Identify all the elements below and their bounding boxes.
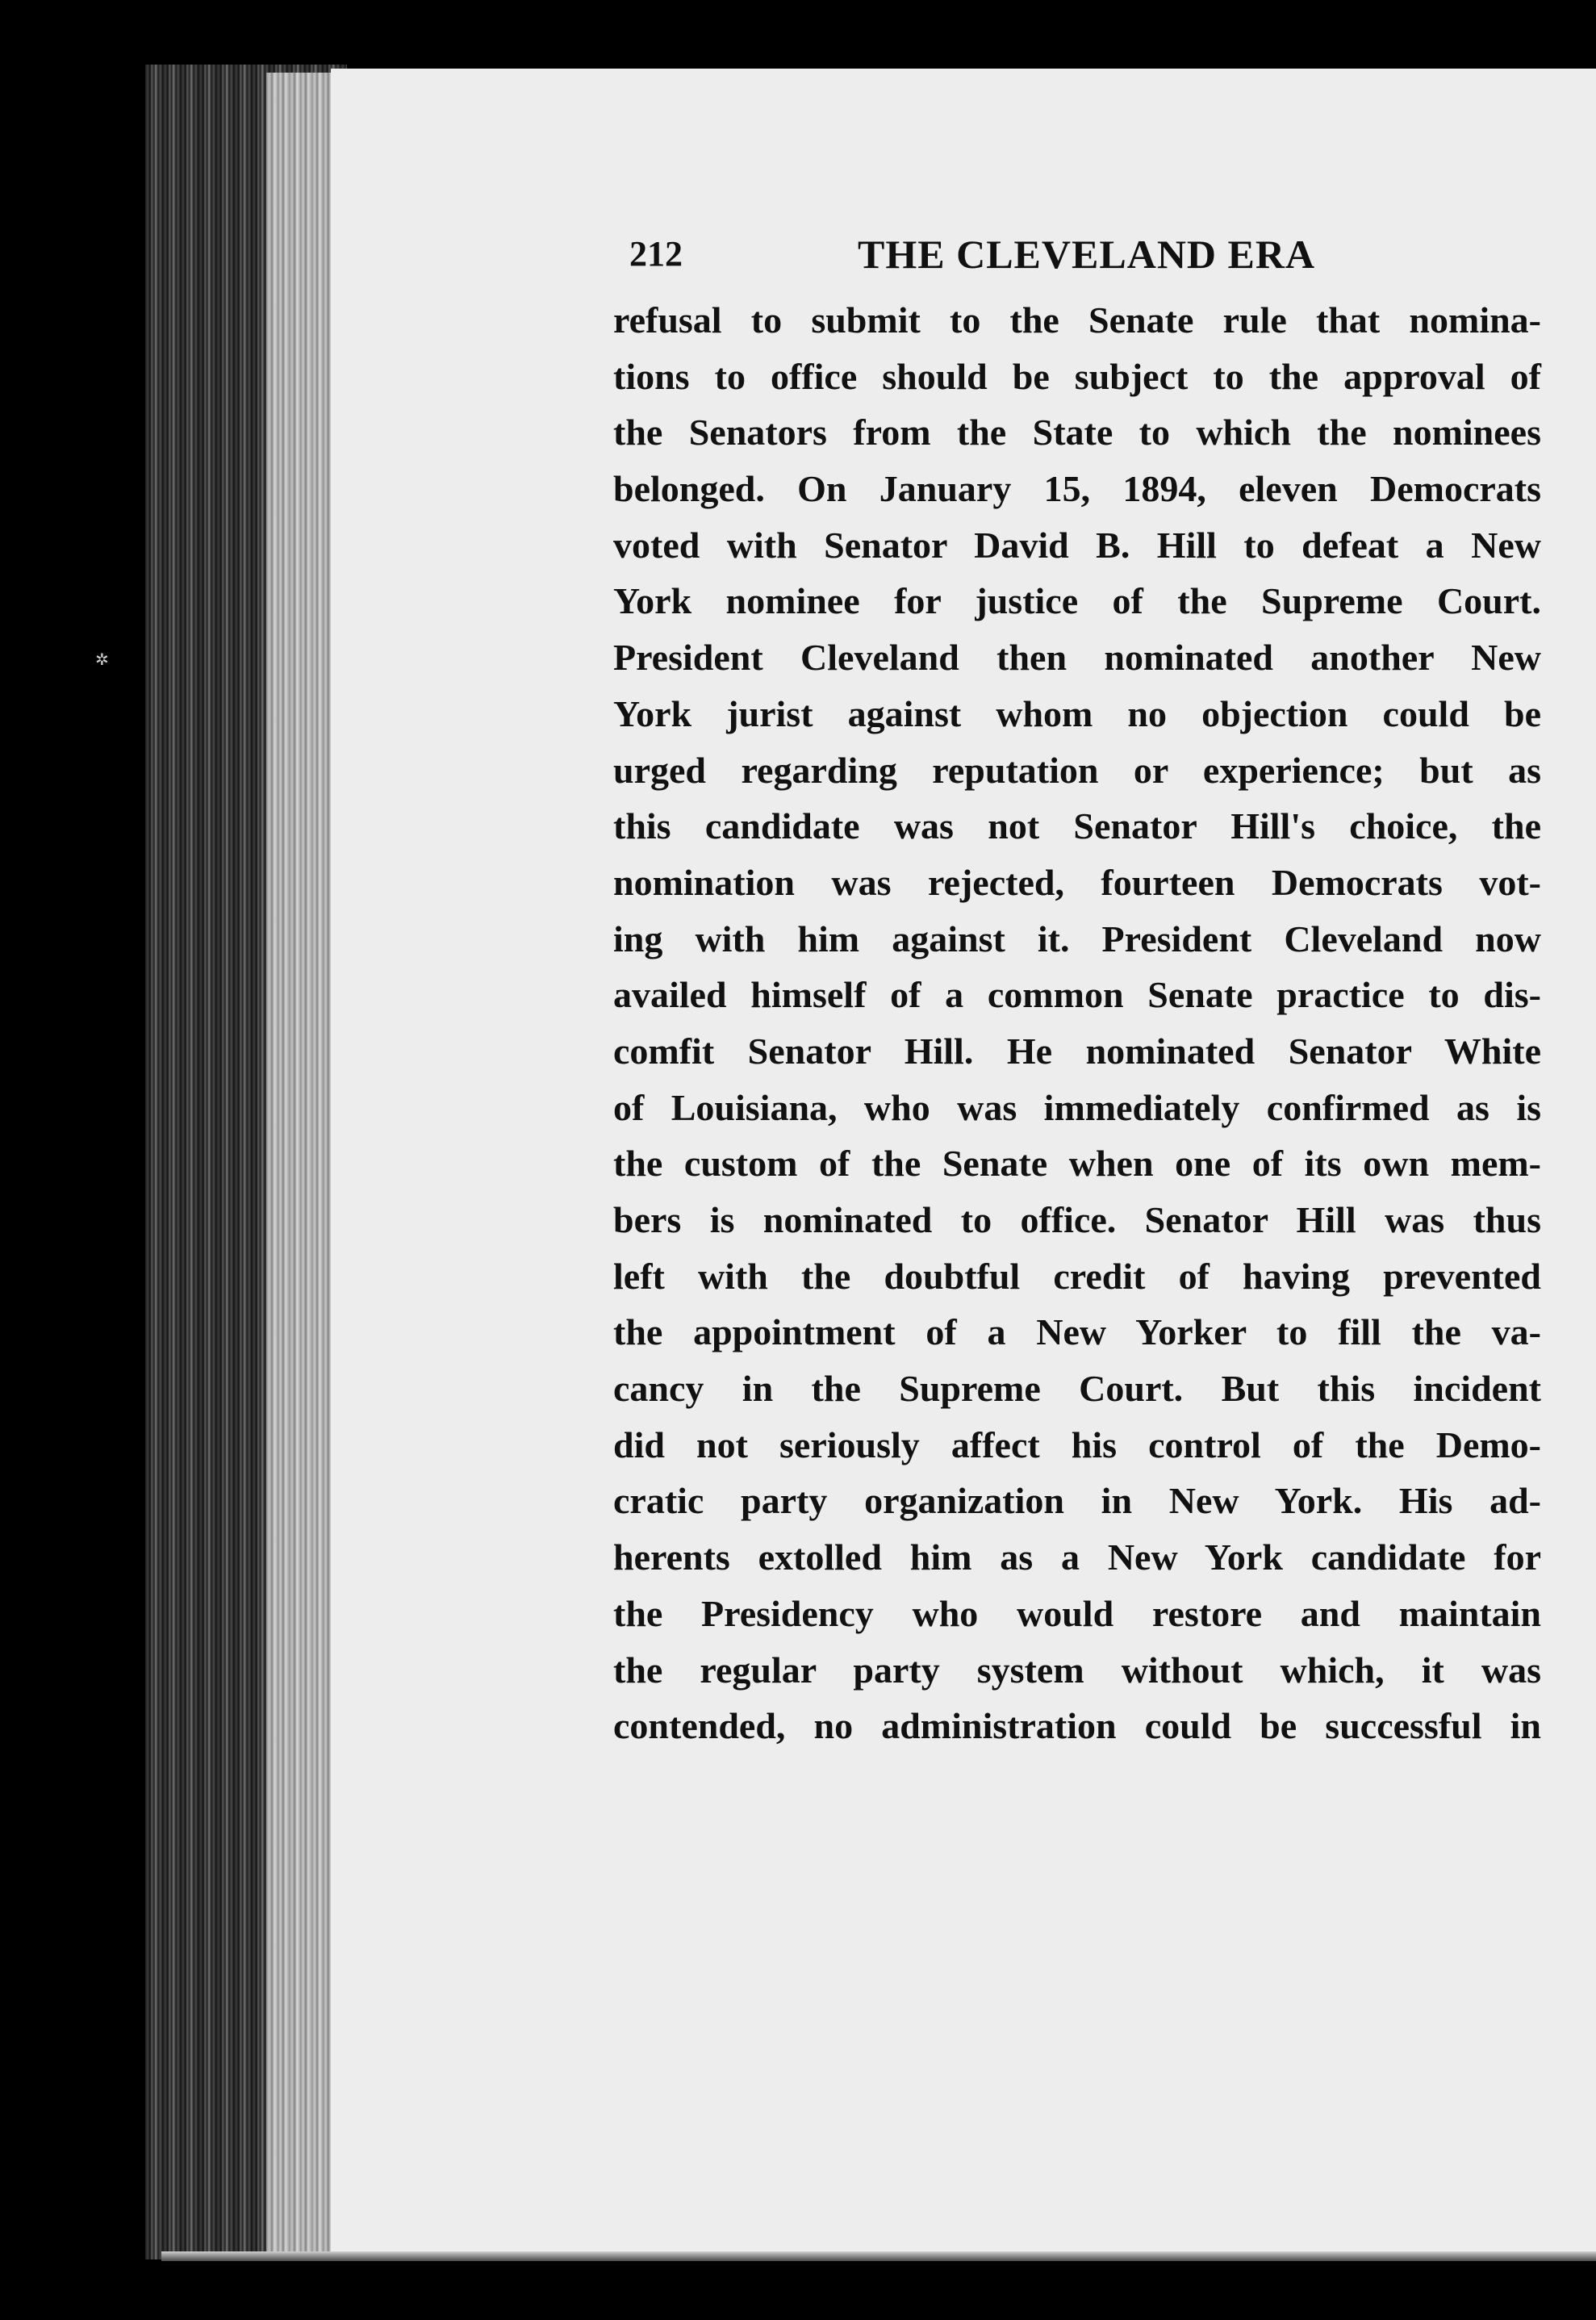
text-line: herents extolled him as a New York candidate for — [613, 1536, 1541, 1578]
page-number: 212 — [629, 234, 683, 274]
page-bottom-edge — [161, 2251, 1596, 2261]
text-line: comfit Senator Hill. He nominated Senator White — [613, 1030, 1541, 1072]
text-line: cancy in the Supreme Court. But this incident — [613, 1368, 1541, 1410]
text-line: the appointment of a New Yorker to fill the va- — [613, 1311, 1541, 1353]
text-line: nomination was rejected, fourteen Democrats vot- — [613, 861, 1541, 903]
body-text — [613, 292, 1541, 1754]
text-line: President Cleveland then nominated another New — [613, 637, 1541, 679]
text-line: contended, no administration could be successful in — [613, 1705, 1541, 1747]
text-line: tions to office should be subject to the approval of — [613, 355, 1541, 397]
text-line: York jurist against whom no objection could be — [613, 692, 1541, 734]
text-line: refusal to submit to the Senate rule that nomina- — [613, 299, 1541, 341]
text-line: belonged. On January 15, 1894, eleven Democrats — [613, 468, 1541, 510]
text-line: of Louisiana, who was immediately confirmed as is — [613, 1086, 1541, 1128]
book-title: THE CLEVELAND ERA — [858, 232, 1316, 277]
text-line: the custom of the Senate when one of its own mem- — [613, 1143, 1541, 1185]
text-line: the Presidency who would restore and maintain — [613, 1592, 1541, 1634]
text-line: this candidate was not Senator Hill's choice, the — [613, 805, 1541, 847]
text-line: availed himself of a common Senate practice to dis- — [613, 974, 1541, 1016]
text-line: did not seriously affect his control of the Demo- — [613, 1423, 1541, 1465]
text-line: cratic party organization in New York. His ad- — [613, 1480, 1541, 1522]
running-head — [629, 226, 1525, 282]
text-line: York nominee for justice of the Supreme Court. — [613, 580, 1541, 622]
text-line: urged regarding reputation or experience; but as — [613, 749, 1541, 791]
text-line: bers is nominated to office. Senator Hill was thus — [613, 1199, 1541, 1240]
text-line: the regular party system without which, it was — [613, 1649, 1541, 1691]
text-line: the Senators from the State to which the nominees — [613, 412, 1541, 454]
text-line: ing with him against it. President Cleveland now — [613, 918, 1541, 959]
text-line: left with the doubtful credit of having prevented — [613, 1255, 1541, 1297]
scan-speck-icon: ✲ — [95, 650, 109, 669]
text-line: voted with Senator David B. Hill to defeat a New — [613, 524, 1541, 566]
